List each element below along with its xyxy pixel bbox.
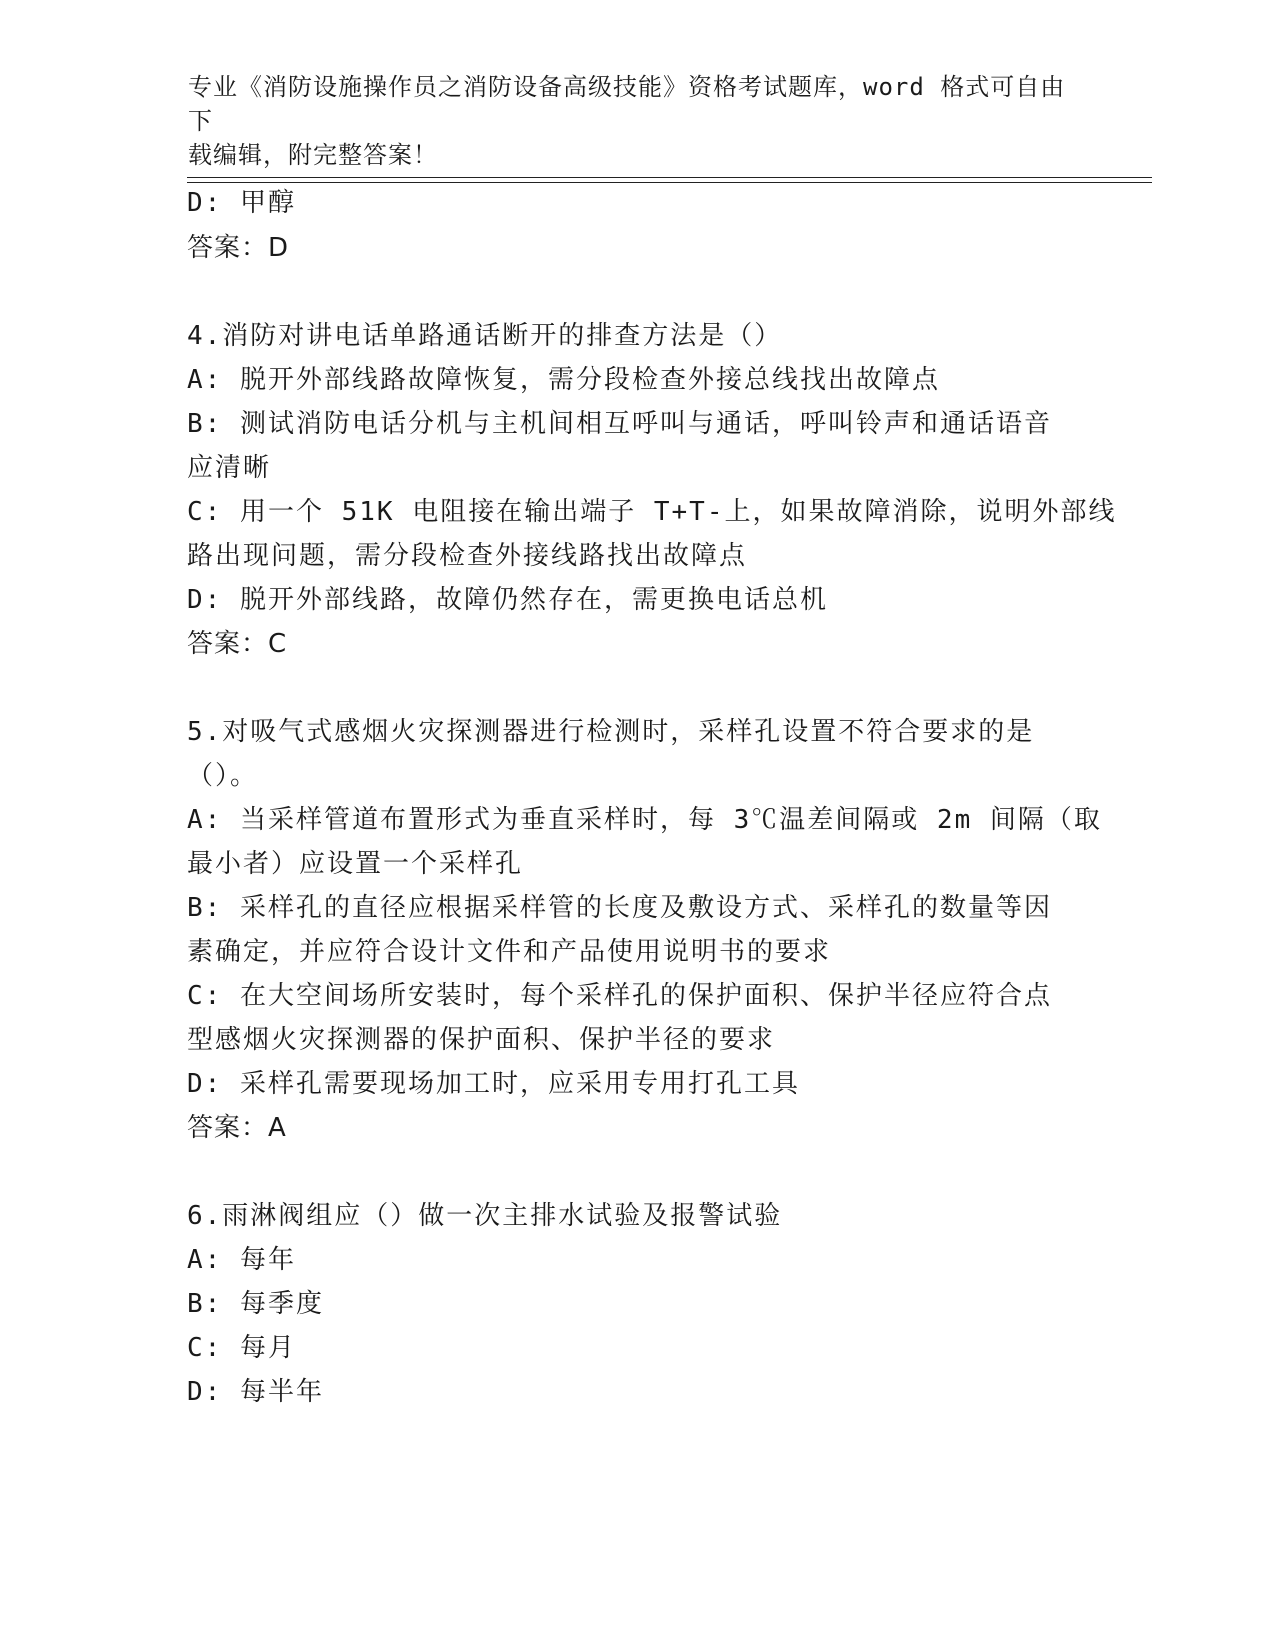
q4-option-d: D: 脱开外部线路，故障仍然存在，需更换电话总机 [187,585,828,615]
q4-option-c-line1: C: 用一个 51K 电阻接在输出端子 T+T-上，如果故障消除，说明外部线 [187,497,1117,527]
q6-option-b: B: 每季度 [187,1289,324,1319]
header-line-2: 载编辑，附完整答案！ [188,141,438,169]
q6-option-d: D: 每半年 [187,1377,324,1407]
q4-option-c-line2: 路出现问题，需分段检查外接线路找出故障点 [187,541,748,571]
q4-answer: 答案：C [187,629,288,659]
q4-option-a: A: 脱开外部线路故障恢复，需分段检查外接总线找出故障点 [187,365,940,395]
q5-option-b-line1: B: 采样孔的直径应根据采样管的长度及敷设方式、采样孔的数量等因 [187,893,1052,923]
q6-option-c: C: 每月 [187,1333,296,1363]
q6-question: 6.雨淋阀组应（）做一次主排水试验及报警试验 [187,1201,783,1231]
document-header [188,70,1088,172]
q5-option-c-line1: C: 在大空间场所安装时，每个采样孔的保护面积、保护半径应符合点 [187,981,1052,1011]
q6-option-a: A: 每年 [187,1245,296,1275]
header-divider-top [187,177,1152,178]
q5-question-line1: 5.对吸气式感烟火灾探测器进行检测时，采样孔设置不符合要求的是 [187,717,1035,747]
q5-option-b-line2: 素确定，并应符合设计文件和产品使用说明书的要求 [187,937,832,967]
header-divider-bottom [187,182,1152,183]
q5-option-a-line1: A: 当采样管道布置形式为垂直采样时，每 3℃温差间隔或 2m 间隔（取 [187,805,1102,835]
q3-option-d: D: 甲醇 [187,188,296,218]
q4-question: 4.消防对讲电话单路通话断开的排查方法是（） [187,321,783,351]
q5-question-line2: （）。 [187,761,259,791]
q3-answer: 答案：D [187,233,290,263]
header-line-1: 专业《消防设施操作员之消防设备高级技能》资格考试题库，word 格式可自由下 [188,73,1066,135]
q5-option-c-line2: 型感烟火灾探测器的保护面积、保护半径的要求 [187,1025,776,1055]
q4-option-b-line2: 应清晰 [187,453,272,483]
q5-answer: 答案：A [187,1113,287,1143]
q5-option-a-line2: 最小者）应设置一个采样孔 [187,849,524,879]
q4-option-b-line1: B: 测试消防电话分机与主机间相互呼叫与通话，呼叫铃声和通话语音 [187,409,1052,439]
q5-option-d: D: 采样孔需要现场加工时，应采用专用打孔工具 [187,1069,800,1099]
